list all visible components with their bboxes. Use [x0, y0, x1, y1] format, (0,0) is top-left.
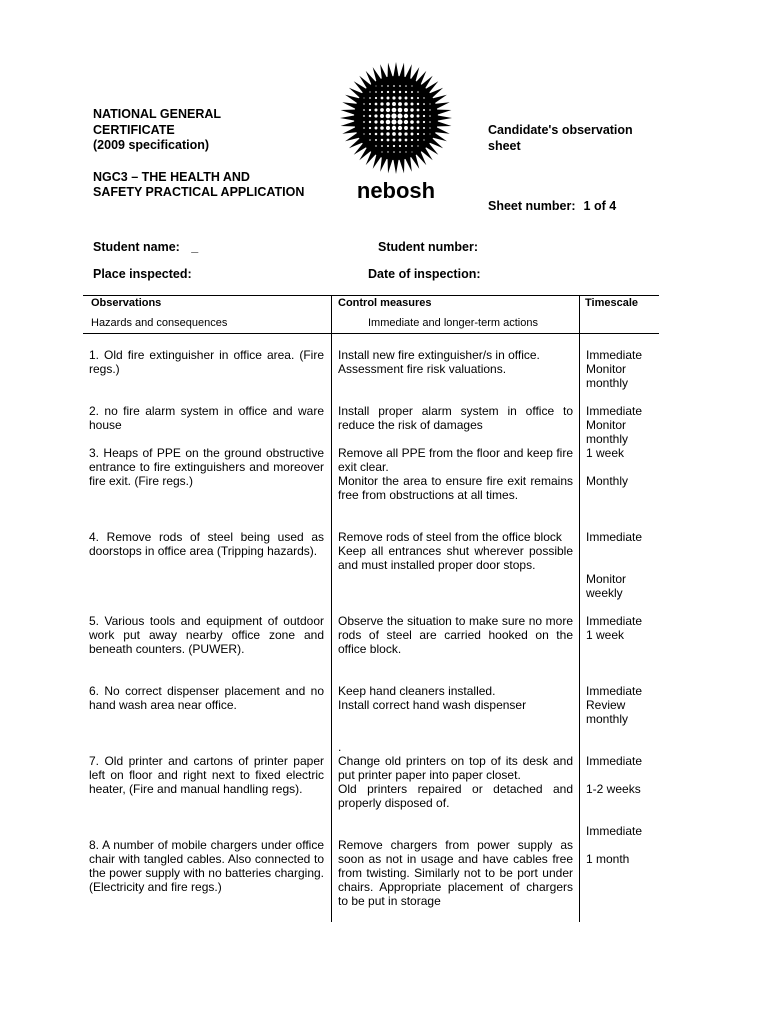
row-5-observation: 5. Various tools and equipment of outdoor work put away nearby office zone and beneath counters. (PUWER).: [89, 614, 324, 656]
sheet-number-label: Sheet number:: [488, 199, 576, 213]
nebosh-logo: [336, 62, 462, 202]
row-4-controls: Remove rods of steel from the office block Keep all entrances shut wherever possible and must installed proper door stops.: [338, 530, 573, 572]
row-2-observation: 2. no fire alarm system in office and ware house: [89, 404, 324, 432]
row-3-observation: 3. Heaps of PPE on the ground obstructive entrance to fire extinguishers and moreover fire exit. (Fire regs.): [89, 446, 324, 488]
student-name-value: _: [191, 240, 199, 254]
row-3-timescale-2: Monthly: [586, 474, 629, 488]
unit-line-2: SAFETY PRACTICAL APPLICATION: [93, 185, 305, 199]
row-6-controls: Keep hand cleaners installed. Install correct hand wash dispenser: [338, 684, 527, 712]
row-1-timescale: Immediate Monitor monthly: [586, 348, 643, 390]
logo-text: nebosh: [356, 178, 436, 202]
sheet-number: [488, 199, 616, 213]
sheet-number-value: 1 of 4: [583, 199, 617, 213]
row-1-observation: 1. Old fire extinguisher in office area. (Fire regs.): [89, 348, 324, 376]
row-7-timescale-1: Immediate: [586, 754, 643, 768]
row-1-controls: Install new fire extinguisher/s in office. Assessment fire risk valuations.: [338, 348, 540, 376]
row-4-observation: 4. Remove rods of steel being used as doorstops in office area (Tripping hazards).: [89, 530, 324, 558]
row-8-observation: 8. A number of mobile chargers under office chair with tangled cables. Also connected to the power supply with no batteries charging. (Electricity and fire regs.): [89, 838, 324, 894]
row-3-controls: Remove all PPE from the floor and keep fire exit clear. Monitor the area to ensure fire exit remains free from obstructions at all times.: [338, 446, 573, 502]
row-5-controls: Observe the situation to make sure no more rods of steel are carried hooked on the office block.: [338, 614, 573, 656]
date-of-inspection-label: Date of inspection:: [368, 267, 481, 281]
row-7-observation: 7. Old printer and cartons of printer paper left on floor and right next to fixed electric heater, (Fire and manual handling regs).: [89, 754, 324, 796]
title-line-3: (2009 specification): [93, 138, 210, 152]
document-type: [488, 122, 633, 154]
student-name-label: Student name:: [93, 240, 180, 254]
row-8-controls: Remove chargers from power supply as soon as not in usage and have cables free from twisting. Similarly not to be port under chairs. Appropriate placement of chargers to be put in storage: [338, 838, 573, 908]
row-7-controls: . Change old printers on top of its desk and put printer paper into paper closet. Old printers repaired or detached and properly disposed of.: [338, 740, 573, 810]
row-6-observation: 6. No correct dispenser placement and no hand wash area near office.: [89, 684, 324, 712]
header-bottom-border: [83, 333, 659, 334]
row-8-timescale-1: Immediate: [586, 824, 643, 838]
row-4-timescale-1: Immediate: [586, 530, 643, 544]
row-8-timescale-2: 1 month: [586, 852, 630, 866]
student-number-label: Student number:: [378, 240, 478, 254]
certificate-heading: [93, 107, 304, 201]
doc-type-line-1: Candidate's observation: [488, 123, 633, 137]
header-observations-sub: Hazards and consequences: [91, 317, 228, 329]
row-2-timescale: Immediate Monitor monthly: [586, 404, 643, 446]
header-observations: Observations: [91, 297, 162, 309]
column-divider-1: [331, 295, 332, 922]
column-divider-2: [579, 295, 580, 922]
row-4-timescale-2: Monitor weekly: [586, 572, 627, 600]
header-controls-sub: Immediate and longer-term actions: [368, 317, 538, 329]
row-3-timescale-1: 1 week: [586, 446, 625, 460]
place-inspected-label: Place inspected:: [93, 267, 192, 281]
student-name-field: [93, 240, 198, 254]
title-line-1: NATIONAL GENERAL: [93, 107, 222, 121]
unit-line-1: NGC3 – THE HEALTH AND: [93, 169, 250, 184]
row-6-timescale: Immediate Review monthly: [586, 684, 643, 726]
header-controls: Control measures: [338, 297, 432, 309]
header-timescale: Timescale: [585, 297, 639, 309]
title-line-2: CERTIFICATE: [93, 122, 175, 137]
row-2-controls: Install proper alarm system in office to reduce the risk of damages: [338, 404, 573, 432]
row-5-timescale: Immediate 1 week: [586, 614, 643, 642]
observation-table: [83, 295, 659, 922]
sunburst-icon: [340, 62, 452, 174]
row-7-timescale-2: 1-2 weeks: [586, 782, 641, 796]
doc-type-line-2: sheet: [488, 139, 521, 153]
